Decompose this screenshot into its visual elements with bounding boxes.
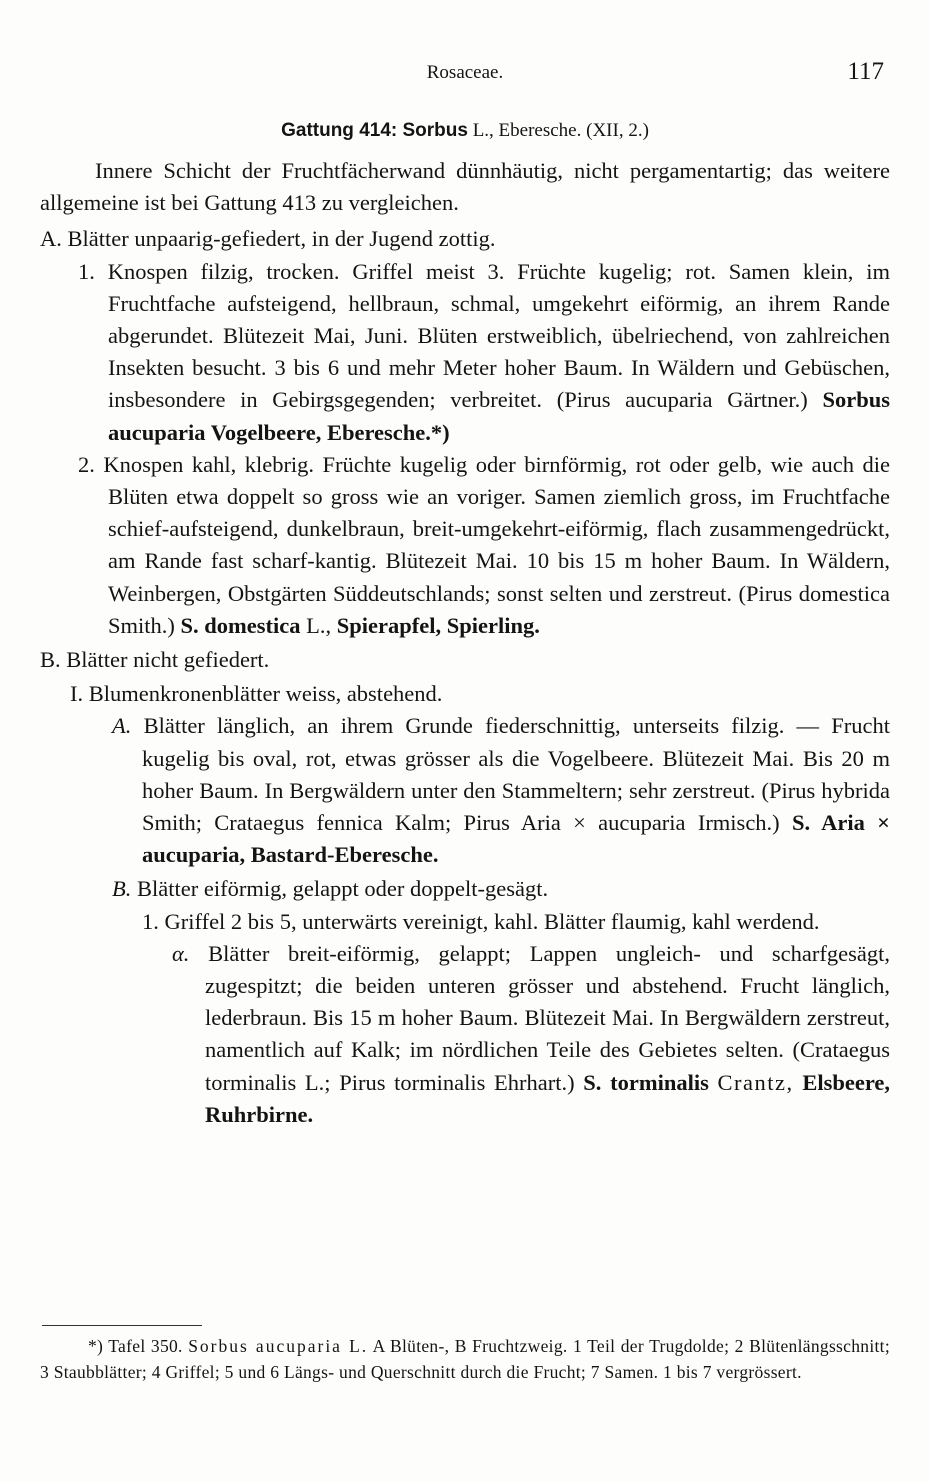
subsection-i-text: Blumenkronenblätter weiss, abstehend. [88,681,443,707]
section-a [40,223,890,255]
item-i-b-1-num: 1. [142,908,159,934]
section-b-label: B. [40,647,61,673]
running-header: Rosaceae. [426,62,504,83]
subsection-i [40,678,890,710]
species-domestica-common: Spierapfel, Spierling. [336,612,540,638]
item-i-a-label: A. [112,713,132,739]
item-i-b [40,873,890,905]
item-i-a [40,710,890,871]
footnote-text: A Blüten-, B Fruchtzweig. 1 Teil der Trugdolde; 2 Blütenlängsschnitt; 3 Staubblätter; 4 Griffel; 5 und 6 Längs- und Querschnitt durch die Frucht; 7 Samen. 1 bis 7 vergrössert. [40,1336,890,1382]
item-a1 [40,256,890,449]
genus-class: (XII, 2.) [586,120,649,141]
item-a2-text: Knospen kahl, klebrig. Früchte kugelig oder birnförmig, rot oder gelb, wie auch die Blüten etwa doppelt so gross wie an voriger. Samen ziemlich gross, im Fruchtfache schief-aufsteigend, dunkelbraun, breit-umgekehrt-eiförmig, flach zusammengedrückt, am Rande fast scharf-kantig. Blütezeit Mai. 10 bis 15 m hoher Baum. In Wäldern, Weinbergen, Obstgärten Süddeutschlands; sonst selten und zerstreut. (Pirus domestica Smith.) [103,451,891,638]
main-text [40,155,890,1131]
item-i-a-text: Blätter länglich, an ihrem Grunde fiederschnittig, unterseits filzig. — Frucht kugelig bis oval, rot, etwas grösser als die Vogelbeere. Blütezeit Mai. Bis 20 m hoher Baum. In Bergwäldern unter den Stammeltern; sehr zerstreut. (Pirus hybrida Smith; Crataegus fennica Kalm; Pirus Aria × aucuparia Irmisch.) [142,713,890,836]
footnote-rule [42,1325,202,1326]
species-torminalis-common: Elsbeere, Ruhrbirne. [205,1069,891,1127]
section-b [40,644,890,676]
item-i-b-text: Blätter eiförmig, gelappt oder doppelt-gesägt. [137,876,549,902]
item-a1-num: 1. [78,258,95,284]
genus-author: L., Eberesche. [472,120,582,141]
species-domestica: S. domestica [180,612,301,638]
item-i-b-1 [40,906,890,938]
item-alpha [40,938,890,1131]
species-domestica-author: L., [306,612,332,638]
species-torminalis: S. torminalis [583,1069,709,1095]
item-alpha-label: α. [172,940,190,966]
genus-name: Gattung 414: Sorbus [281,120,468,141]
species-torminalis-author: Crantz, [717,1069,794,1095]
species-aria-aucuparia: S. Aria × aucuparia, Bastard-Eberesche. [142,810,890,868]
item-a2 [40,449,890,642]
subsection-i-label: I. [70,681,84,707]
footnote [40,1333,890,1385]
section-a-label: A. [40,226,62,252]
footnote-mark: *) Tafel 350. [88,1336,183,1356]
item-a1-text: Knospen filzig, trocken. Griffel meist 3. Früchte kugelig; rot. Samen klein, im Fruchtfache aufsteigend, hellbraun, schmal, umgekehrt eiförmig, an ihrem Rande abgerundet. Blütezeit Mai, Juni. Blüten erstweiblich, übelriechend, von zahlreichen Insekten besucht. 3 bis 6 und mehr Meter hoher Baum. In Wäldern und Gebüschen, insbesondere in Gebirgsgegenden; verbreitet. (Pirus aucuparia Gärtner.) [107,258,890,413]
item-i-b-1-text: Griffel 2 bis 5, unterwärts vereinigt, kahl. Blätter flaumig, kahl werdend. [164,908,820,934]
item-a2-num: 2. [78,451,95,477]
item-i-b-label: B. [112,876,132,902]
section-a-text: Blätter unpaarig-gefiedert, in der Jugend zottig. [67,226,496,252]
section-b-text: Blätter nicht gefiedert. [66,647,270,673]
genus-heading [0,120,930,142]
page-number: 117 [847,58,884,85]
footnote-species: Sorbus aucuparia L. [188,1336,369,1356]
intro-paragraph: Innere Schicht der Fruchtfächerwand dünnhäutig, nicht pergamentartig; das weitere allgemeine ist bei Gattung 413 zu vergleichen. [40,158,890,216]
species-aucuparia: Sorbus aucuparia Vogelbeere, Eberesche.*) [108,387,890,445]
item-alpha-text: Blätter breit-eiförmig, gelappt; Lappen ungleich- und scharfgesägt, zugespitzt; die beiden unteren grösser und abstehend. Frucht länglich, lederbraun. Bis 15 m hoher Baum. Blütezeit Mai. In Bergwäldern zerstreut, namentlich auf Kalk; im nördlichen Teile des Gebietes selten. (Crataegus torminalis L.; Pirus torminalis Ehrhart.) [205,940,890,1095]
